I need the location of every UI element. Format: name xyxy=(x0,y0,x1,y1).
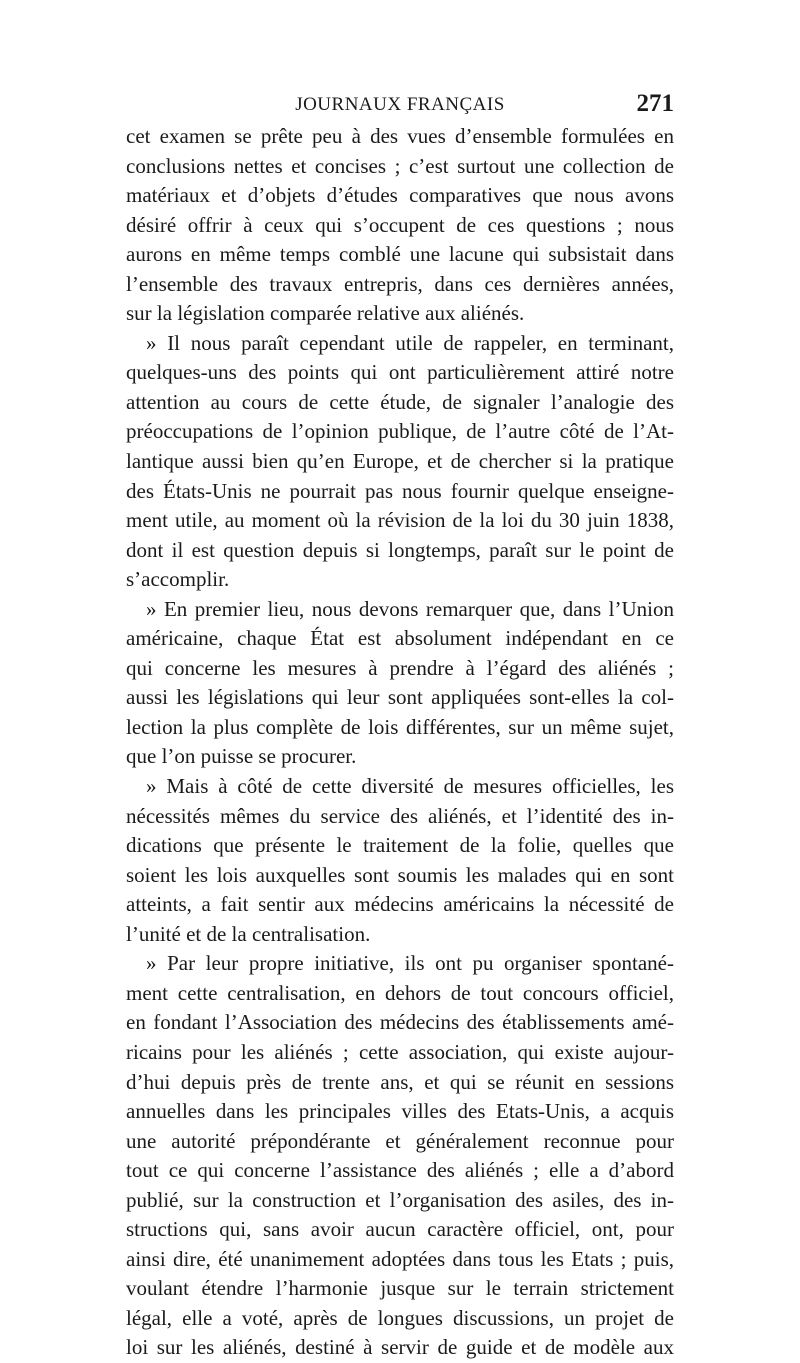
text-line: nécessités mêmes du service des aliénés, et l’identité des in- xyxy=(126,803,674,828)
text-line: annuelles dans les principales villes des Etats-Unis, a acquis xyxy=(126,1099,674,1124)
text-line: ment utile, au moment où la révision de la loi du 30 juin 1838, xyxy=(126,508,674,533)
text-line: conclusions nettes et concises ; c’est surtout une collection de xyxy=(126,153,674,178)
text-line: attention au cours de cette étude, de signaler l’analogie des xyxy=(126,389,674,414)
text-line: aussi les législations qui leur sont appliquées sont-elles la col- xyxy=(126,685,674,710)
text-line: » Mais à côté de cette diversité de mesures officielles, les xyxy=(146,774,674,799)
body-text xyxy=(126,122,674,1363)
text-line: américaine, chaque État est absolument indépendant en ce xyxy=(126,626,674,651)
text-line: en fondant l’Association des médecins des établissements amé- xyxy=(126,1010,674,1035)
text-line: » Il nous paraît cependant utile de rappeler, en terminant, xyxy=(146,330,674,355)
text-line: dications que présente le traitement de la folie, quelles que xyxy=(126,833,674,858)
text-line: soient les lois auxquelles sont soumis les malades qui en sont xyxy=(126,862,674,887)
text-line: des États-Unis ne pourrait pas nous fournir quelque enseigne- xyxy=(126,478,674,503)
text-line: que l’on puisse se procurer. xyxy=(126,744,357,769)
page-header xyxy=(126,92,674,122)
text-line: tout ce qui concerne l’assistance des aliénés ; elle a d’abord xyxy=(126,1158,674,1183)
text-line: publié, sur la construction et l’organisation des asiles, des in- xyxy=(126,1187,674,1212)
text-line: dont il est question depuis si longtemps, paraît sur le point de xyxy=(126,537,674,562)
page-number: 271 xyxy=(636,90,674,117)
text-line: voulant étendre l’harmonie jusque sur le terrain strictement xyxy=(126,1276,674,1301)
text-line: lection la plus complète de lois différentes, sur un même sujet, xyxy=(126,714,674,739)
text-line: une autorité prépondérante et généralement reconnue pour xyxy=(126,1128,674,1153)
running-head: JOURNAUX FRANÇAIS xyxy=(295,94,505,115)
text-line: qui concerne les mesures à prendre à l’égard des aliénés ; xyxy=(126,655,674,680)
text-line: s’accomplir. xyxy=(126,567,230,592)
text-line: » En premier lieu, nous devons remarquer que, dans l’Union xyxy=(146,596,674,621)
text-line: ricains pour les aliénés ; cette association, qui existe aujour- xyxy=(126,1039,674,1064)
text-line: désiré offrir à ceux qui s’occupent de ces questions ; nous xyxy=(126,212,674,237)
text-line: l’ensemble des travaux entrepris, dans ces dernières années, xyxy=(126,271,674,296)
text-line: préoccupations de l’opinion publique, de l’autre côté de l’At- xyxy=(126,419,674,444)
text-line: » Par leur propre initiative, ils ont pu organiser spontané- xyxy=(146,951,674,976)
text-line: loi sur les aliénés, destiné à servir de guide et de modèle aux xyxy=(126,1335,674,1360)
text-line: atteints, a fait sentir aux médecins américains la nécessité de xyxy=(126,892,674,917)
text-line: quelques-uns des points qui ont particulièrement attiré notre xyxy=(126,360,674,385)
text-line: ment cette centralisation, en dehors de tout concours officiel, xyxy=(126,980,674,1005)
text-line: aurons en même temps comblé une lacune qui subsistait dans xyxy=(126,242,674,267)
text-line: cet examen se prête peu à des vues d’ensemble formulées en xyxy=(126,124,674,148)
text-line: ainsi dire, été unanimement adoptées dans tous les Etats ; puis, xyxy=(126,1246,674,1271)
text-line: matériaux et d’objets d’études comparatives que nous avons xyxy=(126,183,674,208)
text-line: lantique aussi bien qu’en Europe, et de chercher si la pratique xyxy=(126,449,674,474)
text-line: sur la législation comparée relative aux aliénés. xyxy=(126,301,525,326)
text-line: d’hui depuis près de trente ans, et qui se réunit en sessions xyxy=(126,1069,674,1094)
text-line: structions qui, sans avoir aucun caractère officiel, ont, pour xyxy=(126,1217,674,1242)
text-line: l’unité et de la centralisation. xyxy=(126,921,371,946)
text-line: légal, elle a voté, après de longues discussions, un projet de xyxy=(126,1305,674,1330)
